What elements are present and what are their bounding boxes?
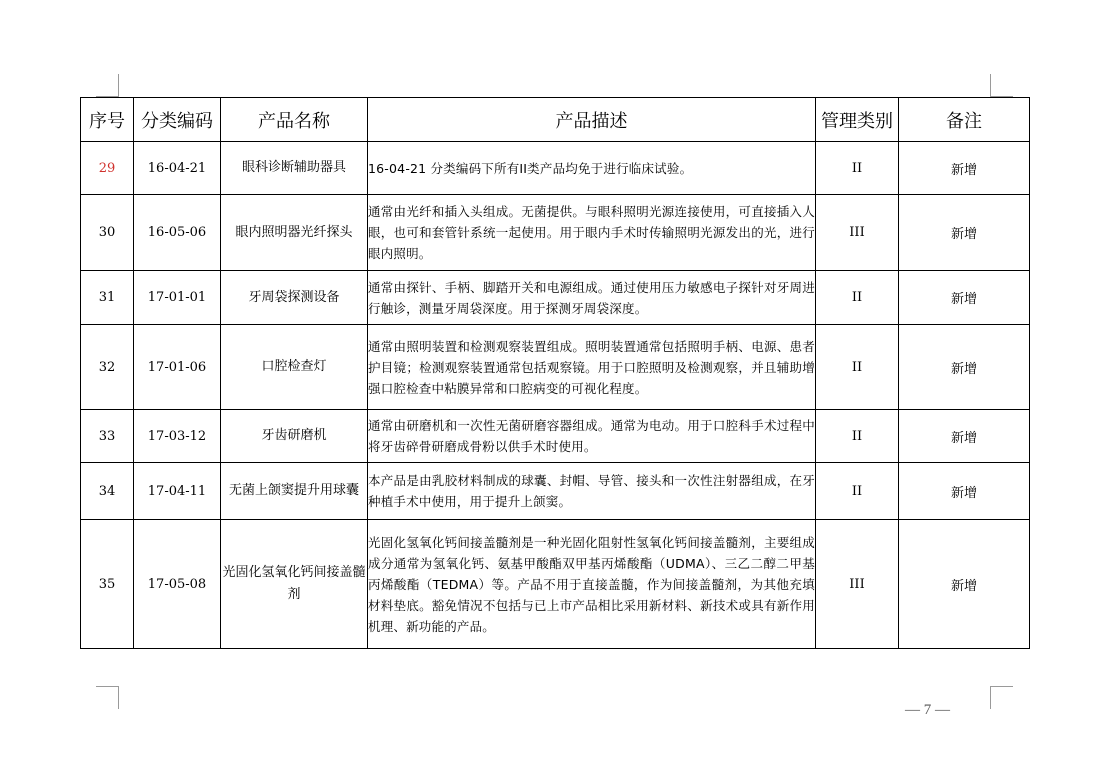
cell-desc: 通常由探针、手柄、脚踏开关和电源组成。通过使用压力敏感电子探针对牙周进行触诊，测量牙周袋深度。用于探测牙周袋深度。: [368, 271, 816, 325]
header-name: 产品名称: [221, 98, 368, 142]
cell-desc: 本产品是由乳胶材料制成的球囊、封帽、导管、接头和一次性注射器组成，在牙种植手术中使用，用于提升上颌窦。: [368, 463, 816, 520]
cell-class: III: [816, 520, 899, 649]
header-code: 分类编码: [134, 98, 221, 142]
cell-seq: 32: [81, 325, 134, 410]
cell-seq: 30: [81, 195, 134, 271]
table-row: [81, 271, 1030, 325]
cell-code: 17-04-11: [134, 463, 221, 520]
cell-name: 眼内照明器光纤探头: [221, 195, 368, 271]
cell-seq: 34: [81, 463, 134, 520]
cell-desc: 通常由光纤和插入头组成。无菌提供。与眼科照明光源连接使用，可直接插入人眼，也可和套管针系统一起使用。用于眼内手术时传输照明光源发出的光，进行眼内照明。: [368, 195, 816, 271]
table-row: [81, 463, 1030, 520]
cell-note: 新增: [899, 463, 1030, 520]
table-row: [81, 195, 1030, 271]
cell-desc: 通常由照明装置和检测观察装置组成。照明装置通常包括照明手柄、电源、患者护目镜；检测观察装置通常包括观察镜。用于口腔照明及检测观察，并且辅助增强口腔检查中粘膜异常和口腔病变的可视化程度。: [368, 325, 816, 410]
cell-note: 新增: [899, 142, 1030, 195]
corner-mark-top-right: [990, 74, 1013, 97]
header-seq: 序号: [81, 98, 134, 142]
header-desc: 产品描述: [368, 98, 816, 142]
header-class: 管理类别: [816, 98, 899, 142]
product-table: [80, 97, 1030, 649]
corner-mark-top-left: [96, 74, 119, 97]
cell-code: 16-05-06: [134, 195, 221, 271]
cell-class: II: [816, 271, 899, 325]
cell-name: 牙周袋探测设备: [221, 271, 368, 325]
cell-class: II: [816, 410, 899, 463]
cell-seq: 31: [81, 271, 134, 325]
table-row: [81, 410, 1030, 463]
corner-mark-bottom-right: [990, 686, 1013, 709]
table-row: [81, 520, 1030, 649]
cell-class: II: [816, 463, 899, 520]
cell-code: 16-04-21: [134, 142, 221, 195]
cell-note: 新增: [899, 520, 1030, 649]
cell-note: 新增: [899, 410, 1030, 463]
cell-class: II: [816, 142, 899, 195]
cell-seq: 35: [81, 520, 134, 649]
cell-note: 新增: [899, 325, 1030, 410]
cell-name: 牙齿研磨机: [221, 410, 368, 463]
cell-name: 光固化氢氧化钙间接盖髓剂: [221, 520, 368, 649]
table-row: [81, 142, 1030, 195]
table-row: [81, 325, 1030, 410]
cell-class: III: [816, 195, 899, 271]
cell-note: 新增: [899, 195, 1030, 271]
corner-mark-bottom-left: [96, 686, 119, 709]
header-note: 备注: [899, 98, 1030, 142]
cell-code: 17-03-12: [134, 410, 221, 463]
cell-name: 口腔检查灯: [221, 325, 368, 410]
cell-code: 17-05-08: [134, 520, 221, 649]
cell-class: II: [816, 325, 899, 410]
cell-seq: 29: [81, 142, 134, 195]
cell-note: 新增: [899, 271, 1030, 325]
cell-desc: 通常由研磨机和一次性无菌研磨容器组成。通常为电动。用于口腔科手术过程中将牙齿碎骨研磨成骨粉以供手术时使用。: [368, 410, 816, 463]
cell-desc: 光固化氢氧化钙间接盖髓剂是一种光固化阻射性氢氧化钙间接盖髓剂，主要组成成分通常为氢氧化钙、氨基甲酸酯双甲基丙烯酸酯（UDMA）、三乙二醇二甲基丙烯酸酯（TEDMA）等。产品不用于直接盖髓，作为间接盖髓剂，为其他充填材料垫底。豁免情况不包括与已上市产品相比采用新材料、新技术或具有新作用机理、新功能的产品。: [368, 520, 816, 649]
cell-code: 17-01-06: [134, 325, 221, 410]
cell-code: 17-01-01: [134, 271, 221, 325]
page-number: — 7 —: [905, 702, 950, 718]
cell-seq: 33: [81, 410, 134, 463]
cell-desc: 16-04-21 分类编码下所有II类产品均免于进行临床试验。: [368, 142, 816, 195]
table-header-row: [81, 98, 1030, 142]
cell-name: 无菌上颌窦提升用球囊: [221, 463, 368, 520]
cell-name: 眼科诊断辅助器具: [221, 142, 368, 195]
